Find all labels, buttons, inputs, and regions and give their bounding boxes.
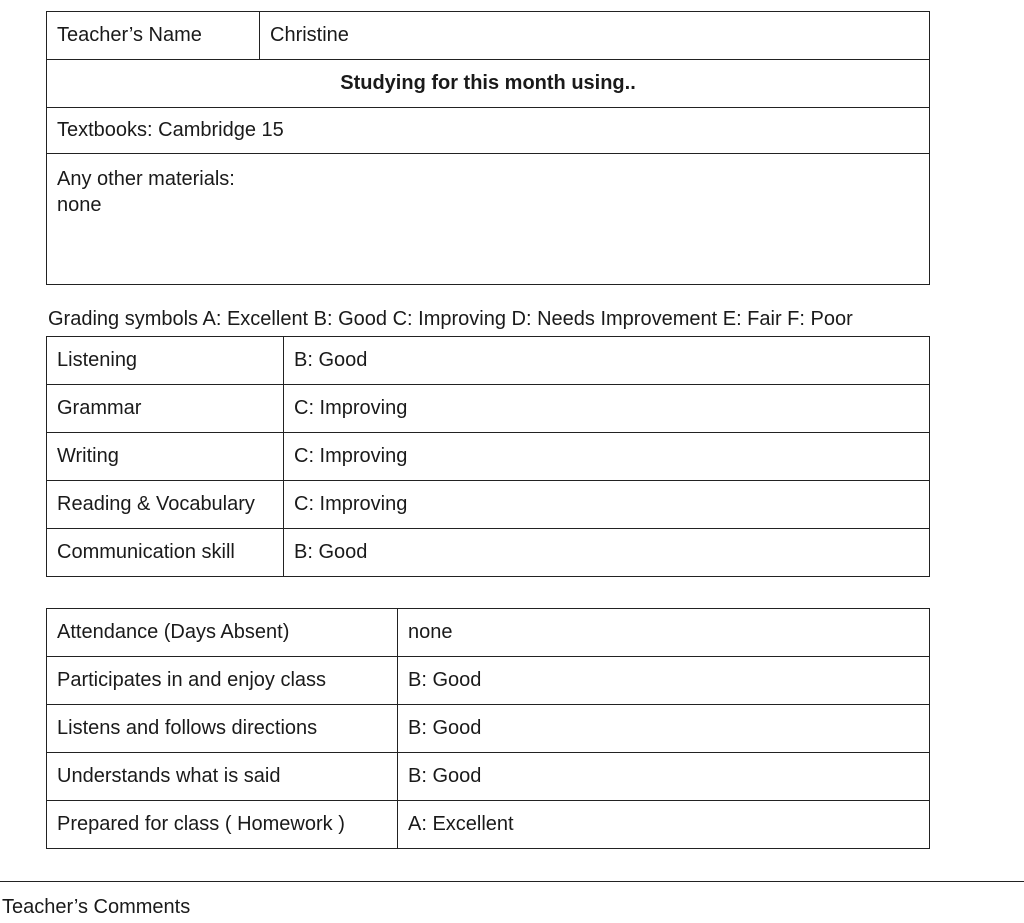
- behavior-value: B: Good: [398, 657, 930, 705]
- behavior-row: [47, 657, 930, 705]
- textbooks-text: Textbooks: Cambridge 15: [47, 108, 930, 154]
- skill-grade: B: Good: [284, 529, 930, 577]
- other-materials-cell: [47, 154, 930, 285]
- skill-label: Grammar: [47, 385, 284, 433]
- behavior-value: A: Excellent: [398, 801, 930, 849]
- skill-label: Listening: [47, 337, 284, 385]
- teacher-info-table: [46, 11, 930, 285]
- skill-row: [47, 529, 930, 577]
- skill-grade: C: Improving: [284, 433, 930, 481]
- behavior-row: [47, 609, 930, 657]
- skill-row: [47, 481, 930, 529]
- textbooks-row: [47, 108, 930, 154]
- skill-grade: B: Good: [284, 337, 930, 385]
- skill-label: Communication skill: [47, 529, 284, 577]
- behavior-label: Prepared for class ( Homework ): [47, 801, 398, 849]
- behavior-row: [47, 753, 930, 801]
- skill-row: [47, 433, 930, 481]
- skill-grade: C: Improving: [284, 481, 930, 529]
- behavior-label: Participates in and enjoy class: [47, 657, 398, 705]
- teacher-name-row: [47, 12, 930, 60]
- behavior-row: [47, 705, 930, 753]
- behavior-value: B: Good: [398, 753, 930, 801]
- teacher-name-label: Teacher’s Name: [47, 12, 260, 60]
- behavior-label: Listens and follows directions: [47, 705, 398, 753]
- comments-heading: Teacher’s Comments: [2, 896, 191, 918]
- skill-row: [47, 385, 930, 433]
- teacher-name-value: Christine: [260, 12, 930, 60]
- study-heading: Studying for this month using..: [47, 60, 930, 108]
- study-heading-row: [47, 60, 930, 108]
- behavior-label: Attendance (Days Absent): [47, 609, 398, 657]
- grading-legend: Grading symbols A: Excellent B: Good C: Improving D: Needs Improvement E: Fair F: Poor: [48, 308, 853, 330]
- skill-row: [47, 337, 930, 385]
- behavior-label: Understands what is said: [47, 753, 398, 801]
- other-materials-row: [47, 154, 930, 285]
- other-materials-value: none: [57, 194, 102, 216]
- skills-table: [46, 336, 930, 577]
- skill-label: Writing: [47, 433, 284, 481]
- behavior-value: B: Good: [398, 705, 930, 753]
- behavior-row: [47, 801, 930, 849]
- behavior-table: [46, 608, 930, 849]
- skill-label: Reading & Vocabulary: [47, 481, 284, 529]
- comments-divider: [0, 881, 1024, 882]
- other-materials-label: Any other materials:: [57, 168, 235, 190]
- behavior-value: none: [398, 609, 930, 657]
- skill-grade: C: Improving: [284, 385, 930, 433]
